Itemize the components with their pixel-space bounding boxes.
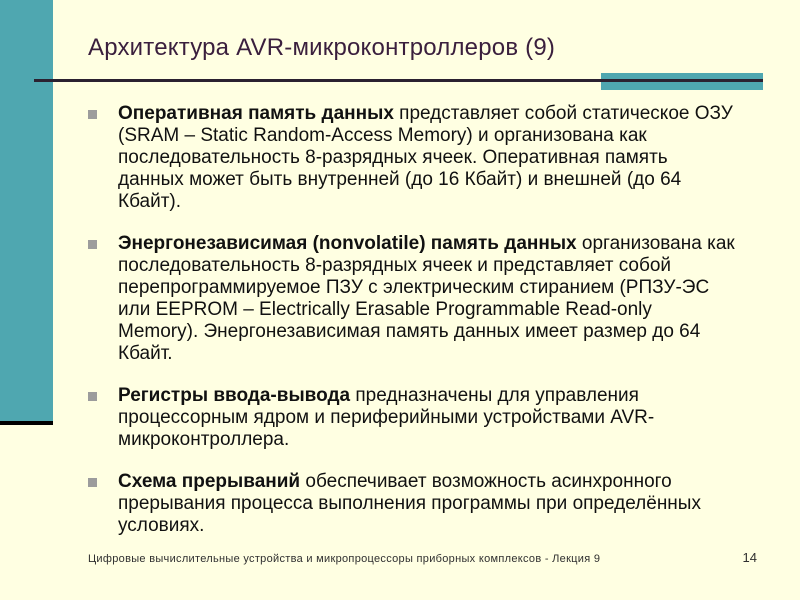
bullet-body: представляет собой статическое ОЗУ (SRAM – Static Random-Access Memory) и организована как последовательность 8-разрядных ячеек. Оперативная память данных может быть внутренней (до 16 Кбайт) и внешней (до 64 Кбайт). <box>118 103 733 212</box>
bullet-square-icon <box>88 392 97 401</box>
bullet-lead: Регистры ввода-вывода <box>118 385 351 406</box>
bullet-text <box>118 103 736 213</box>
page-number: 14 <box>742 550 757 565</box>
bullet-square-icon <box>88 110 97 119</box>
bullet-text <box>118 471 736 537</box>
bullet-item-2 <box>88 233 736 365</box>
bullet-text <box>118 385 736 451</box>
bullet-body: обеспечивает возможность асинхронного прерывания процесса выполнения программы при определённых условиях. <box>118 471 701 536</box>
bullet-lead: Схема прерываний <box>118 471 301 492</box>
bullet-square-icon <box>88 478 97 487</box>
bullet-item-3 <box>88 385 736 451</box>
bullet-lead: Энергонезависимая (nonvolatile) память данных <box>118 233 577 254</box>
bullet-item-1 <box>88 103 736 213</box>
left-accent-bar <box>0 0 53 425</box>
bullet-lead: Оперативная память данных <box>118 103 394 124</box>
slide-title: Архитектура AVR-микроконтроллеров (9) <box>88 34 556 61</box>
bullet-text <box>118 233 736 365</box>
slide-footer <box>88 550 757 565</box>
bullet-list <box>88 103 736 557</box>
title-underline <box>34 79 763 82</box>
bullet-body: предназначены для управления процессорным ядром и периферийными устройствами AVR-микроконтроллера. <box>118 385 655 450</box>
footer-lecture-title: Цифровые вычислительные устройства и микропроцессоры приборных комплексов - Лекция 9 <box>88 553 601 565</box>
bullet-body: организована как последовательность 8-разрядных ячеек и представляет собой перепрограммируемое ПЗУ с электрическим стиранием (РПЗУ-ЭС или EEPROM – Electrically Erasable Programmable Read-only Memory). Энергонезависимая память данных имеет размер до 64 Кбайт. <box>118 233 735 364</box>
bullet-item-4 <box>88 471 736 537</box>
bullet-square-icon <box>88 240 97 249</box>
